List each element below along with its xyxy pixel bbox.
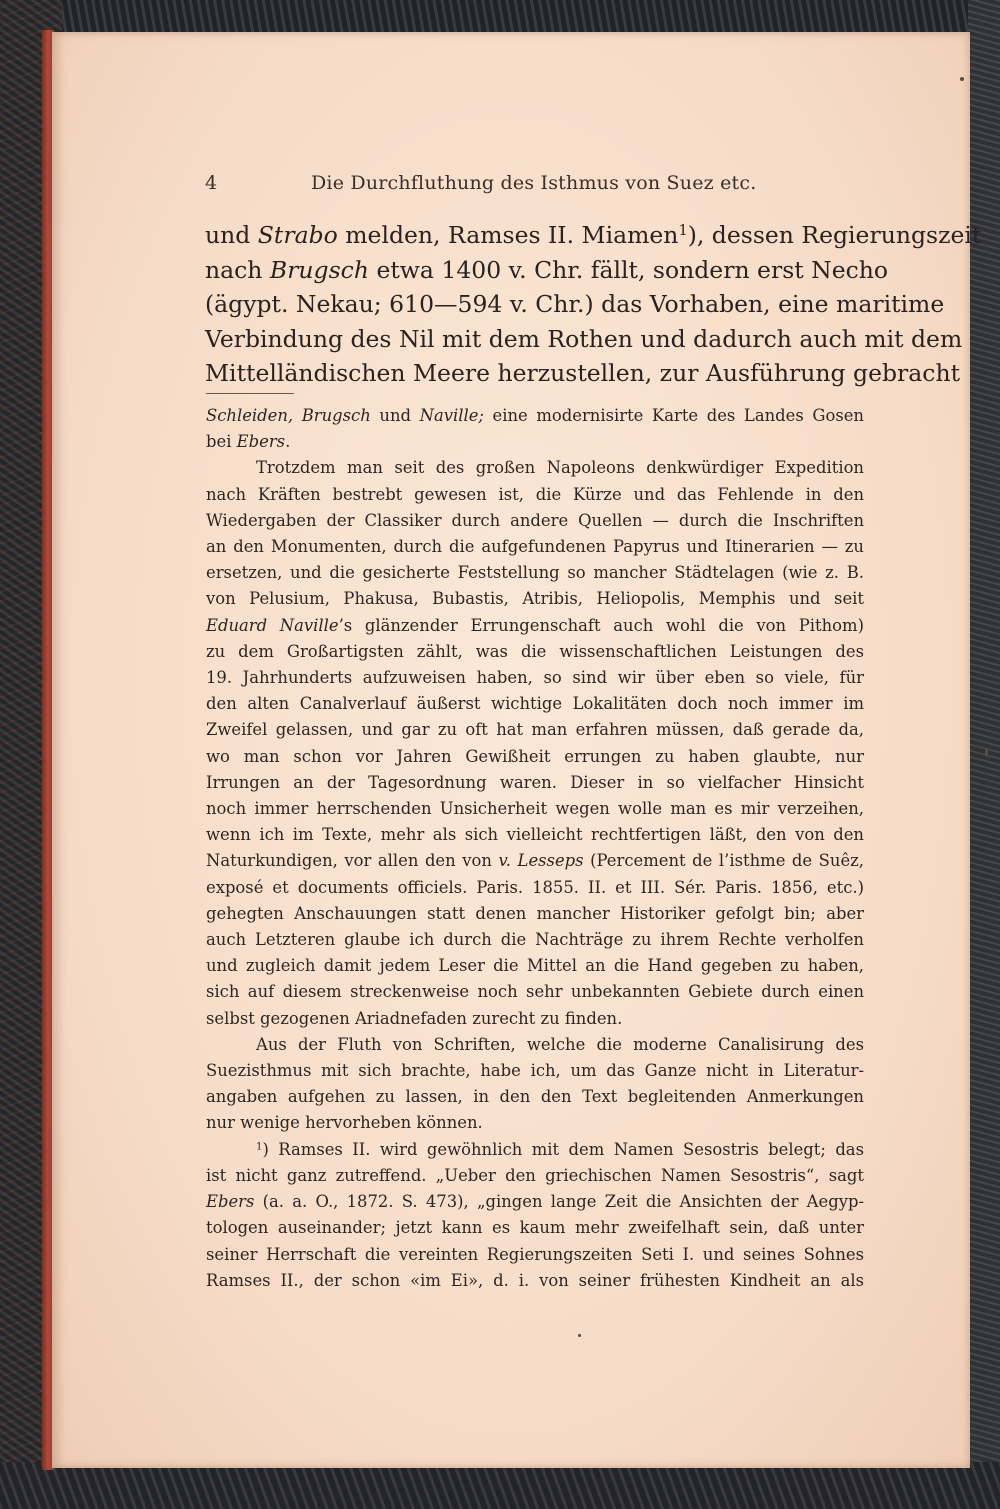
author-name: Brugsch bbox=[269, 255, 369, 284]
note-line: Irrungen an der Tagesordnung waren. Dieser in so vielfacher Hinsicht bbox=[206, 772, 864, 792]
text-run: bei bbox=[206, 432, 237, 452]
paper-speck bbox=[960, 77, 964, 81]
note-line: ist nicht ganz zutreffend. „Ueber den griechischen Namen Sesostris“, sagt bbox=[206, 1165, 864, 1185]
main-line: Verbindung des Nil mit dem Rothen und dadurch auch mit dem bbox=[205, 324, 963, 353]
note-line: ersetzen, und die gesicherte Feststellung so mancher Städtelagen (wie z. B. bbox=[206, 563, 864, 583]
note-line: nur wenige hervorheben können. bbox=[206, 1113, 483, 1133]
text-run: ’s glänzender Errungenschaft auch wohl die von Pithom) bbox=[338, 615, 864, 635]
note-line: und zugleich damit jedem Leser die Mittel an die Hand gegeben zu haben, bbox=[206, 956, 864, 976]
footnote-marker: 1 bbox=[256, 1141, 263, 1153]
note-line bbox=[206, 1189, 864, 1215]
author-name: Strabo bbox=[257, 221, 338, 249]
note-line: auch Letzteren glaube ich durch die Nachträge zu ihrem Rechte verholfen bbox=[206, 930, 864, 950]
notes-text bbox=[206, 403, 864, 1294]
note-line: zu dem Großartigsten zählt, was die wissenschaftlichen Leistungen des bbox=[206, 641, 864, 661]
page-number: 4 bbox=[205, 172, 218, 194]
main-line: Mittelländischen Meere herzustellen, zur Ausführung gebracht bbox=[205, 359, 961, 387]
text-run: und bbox=[205, 221, 258, 249]
text-run: ) Ramses II. wird gewöhnlich mit dem Namen Sesostris belegt; das bbox=[262, 1139, 864, 1159]
note-line bbox=[206, 429, 864, 455]
text-run: ), dessen Regierungszeit bbox=[687, 221, 982, 249]
note-line: Trotzdem man seit des großen Napoleons denkwürdiger Expedition bbox=[256, 458, 864, 478]
note-line: selbst gezogenen Ariadnefaden zurecht zu finden. bbox=[206, 1008, 623, 1028]
author-name: Schleiden, Brugsch bbox=[206, 406, 371, 425]
author-name: Eduard Naville bbox=[206, 615, 339, 635]
note-line: 19. Jahrhunderts aufzuweisen haben, so sind wir über eben so viele, für bbox=[206, 668, 864, 688]
book-cover-top bbox=[0, 0, 1000, 36]
author-name: v. Lesseps bbox=[498, 851, 584, 871]
text-run: Naturkundigen, vor allen den von bbox=[206, 851, 499, 871]
running-header bbox=[205, 172, 757, 200]
text-run: etwa 1400 v. Chr. fällt, sondern erst Necho bbox=[368, 255, 889, 284]
paper-speck bbox=[985, 748, 988, 757]
note-line bbox=[206, 848, 864, 874]
note-line: angaben aufgehen zu lassen, in den den Text begleitenden Anmerkungen bbox=[206, 1087, 864, 1107]
note-line: sich auf diesem streckenweise noch sehr unbekannten Gebiete durch einen bbox=[206, 982, 864, 1002]
note-line: Ramses II., der schon «im Ei», d. i. von seiner frühesten Kindheit an als bbox=[206, 1270, 864, 1290]
author-name: Ebers bbox=[206, 1192, 255, 1212]
author-name: Naville; bbox=[419, 406, 484, 425]
note-line bbox=[206, 1137, 864, 1163]
paper-speck bbox=[578, 1334, 581, 1337]
main-line bbox=[205, 253, 889, 288]
note-line bbox=[206, 613, 864, 639]
note-line: an den Monumenten, durch die aufgefundenen Papyrus und Itinerarien — zu bbox=[206, 537, 864, 557]
note-line bbox=[206, 403, 864, 429]
note-line: wo man schon vor Jahren Gewißheit errungen zu haben glaubte, nur bbox=[206, 746, 864, 766]
running-title: Die Durchfluthung des Isthmus von Suez etc. bbox=[311, 172, 757, 194]
note-line: Zweifel gelassen, und gar zu oft hat man erfahren müssen, daß gerade da, bbox=[206, 720, 864, 740]
note-line: gehegten Anschauungen statt denen mancher Historiker gefolgt bin; aber bbox=[206, 903, 864, 923]
footnote-marker: 1 bbox=[678, 222, 688, 239]
main-line: (ägypt. Nekau; 610—594 v. Chr.) das Vorhaben, eine maritime bbox=[205, 290, 945, 318]
note-line: tologen auseinander; jetzt kann es kaum mehr zweifelhaft sein, daß unter bbox=[206, 1218, 864, 1238]
note-line: noch immer herrschenden Unsicherheit wegen wolle man es mir verzeihen, bbox=[206, 799, 864, 819]
author-name: Ebers bbox=[236, 432, 286, 452]
footnote-divider bbox=[206, 393, 294, 394]
main-text bbox=[205, 218, 982, 391]
note-line: wenn ich im Texte, mehr als sich vielleicht rechtfertigen läßt, den von den bbox=[206, 825, 864, 845]
book-cover-bottom bbox=[0, 1462, 1000, 1509]
note-line: den alten Canalverlauf äußerst wichtige Lokalitäten doch noch immer im bbox=[206, 694, 864, 714]
text-run: . bbox=[285, 432, 291, 452]
main-line bbox=[205, 218, 982, 253]
text-run: eine modernisirte Karte des Landes Gosen bbox=[483, 406, 864, 425]
note-line: Wiedergaben der Classiker durch andere Quellen — durch die Inschriften bbox=[206, 510, 864, 530]
text-run: melden, Ramses II. Miamen bbox=[337, 221, 679, 249]
note-line: exposé et documents officiels. Paris. 1855. II. et III. Sér. Paris. 1856, etc.) bbox=[206, 877, 864, 897]
text-run: und bbox=[370, 406, 420, 425]
text-run: (a. a. O., 1872. S. 473), „gingen lange Zeit die Ansichten der Aegyp- bbox=[254, 1192, 864, 1212]
note-line: nach Kräften bestrebt gewesen ist, die Kürze und das Fehlende in den bbox=[206, 484, 864, 504]
text-run: (Percement de l’isthme de Suêz, bbox=[583, 851, 865, 871]
note-line: Suezisthmus mit sich brachte, habe ich, um das Ganze nicht in Literatur- bbox=[206, 1061, 864, 1081]
note-line: seiner Herrschaft die vereinten Regierungszeiten Seti I. und seines Sohnes bbox=[206, 1244, 864, 1264]
text-run: nach bbox=[205, 255, 270, 284]
note-line: von Pelusium, Phakusa, Bubastis, Atribis, Heliopolis, Memphis und seit bbox=[206, 589, 864, 609]
note-line: Aus der Fluth von Schriften, welche die moderne Canalisirung des bbox=[256, 1034, 864, 1054]
